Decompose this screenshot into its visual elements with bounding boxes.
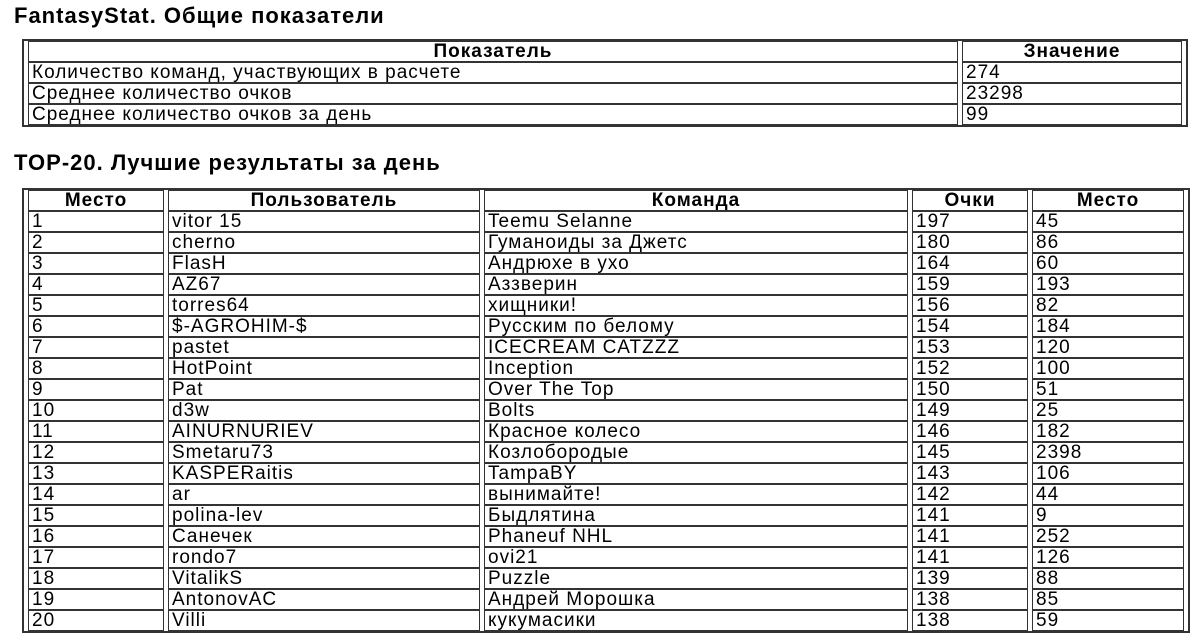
user-cell: vitor 15 <box>168 211 480 232</box>
value-cell: 99 <box>962 104 1182 125</box>
table-row <box>28 484 1184 505</box>
table-row <box>28 316 1184 337</box>
column-header-place: Место <box>28 190 164 211</box>
team-cell: Bolts <box>484 400 908 421</box>
indicator-cell: Среднее количество очков <box>28 83 958 104</box>
table-row <box>28 463 1184 484</box>
place-cell: 15 <box>28 505 164 526</box>
overall-place-cell: 59 <box>1032 610 1184 631</box>
table-row <box>28 589 1184 610</box>
user-cell: rondo7 <box>168 547 480 568</box>
points-cell: 146 <box>912 421 1028 442</box>
overall-place-cell: 9 <box>1032 505 1184 526</box>
place-cell: 4 <box>28 274 164 295</box>
table-row <box>28 358 1184 379</box>
column-header-user: Пользователь <box>168 190 480 211</box>
top20-title: TOP-20. Лучшие результаты за день <box>14 150 441 175</box>
team-cell: Teemu Selanne <box>484 211 908 232</box>
overall-place-cell: 25 <box>1032 400 1184 421</box>
points-cell: 156 <box>912 295 1028 316</box>
summary-title: FantasyStat. Общие показатели <box>14 3 385 28</box>
team-cell: ICECREAM CATZZZ <box>484 337 908 358</box>
team-cell: Козлобородые <box>484 442 908 463</box>
column-header-value: Значение <box>962 41 1182 62</box>
user-cell: d3w <box>168 400 480 421</box>
table-row <box>28 379 1184 400</box>
user-cell: pastet <box>168 337 480 358</box>
points-cell: 154 <box>912 316 1028 337</box>
overall-place-cell: 85 <box>1032 589 1184 610</box>
indicator-cell: Количество команд, участвующих в расчете <box>28 62 958 83</box>
team-cell: Phaneuf NHL <box>484 526 908 547</box>
team-cell: Андрюхе в ухо <box>484 253 908 274</box>
team-cell: TampaBY <box>484 463 908 484</box>
points-cell: 149 <box>912 400 1028 421</box>
table-row <box>28 274 1184 295</box>
place-cell: 13 <box>28 463 164 484</box>
overall-place-cell: 106 <box>1032 463 1184 484</box>
team-cell: кукумасики <box>484 610 908 631</box>
place-cell: 18 <box>28 568 164 589</box>
points-cell: 152 <box>912 358 1028 379</box>
points-cell: 142 <box>912 484 1028 505</box>
indicator-cell: Среднее количество очков за день <box>28 104 958 125</box>
table-row <box>28 610 1184 631</box>
column-header-overall-place: Место <box>1032 190 1184 211</box>
place-cell: 2 <box>28 232 164 253</box>
overall-place-cell: 86 <box>1032 232 1184 253</box>
points-cell: 141 <box>912 547 1028 568</box>
user-cell: polina-lev <box>168 505 480 526</box>
user-cell: Санечек <box>168 526 480 547</box>
table-row <box>28 547 1184 568</box>
table-row <box>28 421 1184 442</box>
table-row <box>28 83 1182 104</box>
place-cell: 1 <box>28 211 164 232</box>
place-cell: 19 <box>28 589 164 610</box>
table-row <box>28 568 1184 589</box>
team-cell: Inception <box>484 358 908 379</box>
overall-place-cell: 193 <box>1032 274 1184 295</box>
overall-place-cell: 44 <box>1032 484 1184 505</box>
place-cell: 12 <box>28 442 164 463</box>
table-row <box>28 295 1184 316</box>
place-cell: 8 <box>28 358 164 379</box>
table-row <box>28 400 1184 421</box>
place-cell: 17 <box>28 547 164 568</box>
overall-place-cell: 252 <box>1032 526 1184 547</box>
team-cell: Аззверин <box>484 274 908 295</box>
overall-place-cell: 182 <box>1032 421 1184 442</box>
overall-place-cell: 45 <box>1032 211 1184 232</box>
table-row <box>28 253 1184 274</box>
points-cell: 180 <box>912 232 1028 253</box>
user-cell: FlasH <box>168 253 480 274</box>
team-cell: Русским по белому <box>484 316 908 337</box>
place-cell: 5 <box>28 295 164 316</box>
points-cell: 138 <box>912 589 1028 610</box>
table-row <box>28 232 1184 253</box>
team-cell: Быдлятина <box>484 505 908 526</box>
place-cell: 9 <box>28 379 164 400</box>
summary-header-row <box>28 41 1182 62</box>
overall-place-cell: 100 <box>1032 358 1184 379</box>
overall-place-cell: 120 <box>1032 337 1184 358</box>
place-cell: 3 <box>28 253 164 274</box>
table-row <box>28 62 1182 83</box>
team-cell: Красное колесо <box>484 421 908 442</box>
points-cell: 139 <box>912 568 1028 589</box>
place-cell: 20 <box>28 610 164 631</box>
overall-place-cell: 82 <box>1032 295 1184 316</box>
overall-place-cell: 184 <box>1032 316 1184 337</box>
overall-place-cell: 2398 <box>1032 442 1184 463</box>
overall-place-cell: 126 <box>1032 547 1184 568</box>
overall-place-cell: 60 <box>1032 253 1184 274</box>
team-cell: Over The Top <box>484 379 908 400</box>
user-cell: ar <box>168 484 480 505</box>
value-cell: 23298 <box>962 83 1182 104</box>
column-header-indicator: Показатель <box>28 41 958 62</box>
team-cell: хищники! <box>484 295 908 316</box>
user-cell: Villi <box>168 610 480 631</box>
top20-table <box>22 188 1190 633</box>
user-cell: KASPERaitis <box>168 463 480 484</box>
column-header-team: Команда <box>484 190 908 211</box>
table-row <box>28 337 1184 358</box>
team-cell: Puzzle <box>484 568 908 589</box>
points-cell: 159 <box>912 274 1028 295</box>
place-cell: 7 <box>28 337 164 358</box>
table-row <box>28 442 1184 463</box>
place-cell: 16 <box>28 526 164 547</box>
top20-header-row <box>28 190 1184 211</box>
points-cell: 150 <box>912 379 1028 400</box>
team-cell: ovi21 <box>484 547 908 568</box>
team-cell: вынимайте! <box>484 484 908 505</box>
user-cell: AINURNURIEV <box>168 421 480 442</box>
points-cell: 145 <box>912 442 1028 463</box>
user-cell: AZ67 <box>168 274 480 295</box>
points-cell: 141 <box>912 526 1028 547</box>
user-cell: torres64 <box>168 295 480 316</box>
table-row <box>28 104 1182 125</box>
points-cell: 138 <box>912 610 1028 631</box>
place-cell: 11 <box>28 421 164 442</box>
points-cell: 197 <box>912 211 1028 232</box>
user-cell: VitalikS <box>168 568 480 589</box>
points-cell: 143 <box>912 463 1028 484</box>
column-header-points: Очки <box>912 190 1028 211</box>
place-cell: 10 <box>28 400 164 421</box>
team-cell: Андрей Морошка <box>484 589 908 610</box>
user-cell: Pat <box>168 379 480 400</box>
user-cell: $-AGROHIM-$ <box>168 316 480 337</box>
user-cell: cherno <box>168 232 480 253</box>
user-cell: AntonovAC <box>168 589 480 610</box>
table-row <box>28 505 1184 526</box>
points-cell: 164 <box>912 253 1028 274</box>
points-cell: 141 <box>912 505 1028 526</box>
value-cell: 274 <box>962 62 1182 83</box>
team-cell: Гуманоиды за Джетс <box>484 232 908 253</box>
user-cell: HotPoint <box>168 358 480 379</box>
table-row <box>28 211 1184 232</box>
overall-place-cell: 51 <box>1032 379 1184 400</box>
summary-table <box>22 39 1188 127</box>
place-cell: 14 <box>28 484 164 505</box>
place-cell: 6 <box>28 316 164 337</box>
user-cell: Smetaru73 <box>168 442 480 463</box>
table-row <box>28 526 1184 547</box>
points-cell: 153 <box>912 337 1028 358</box>
overall-place-cell: 88 <box>1032 568 1184 589</box>
